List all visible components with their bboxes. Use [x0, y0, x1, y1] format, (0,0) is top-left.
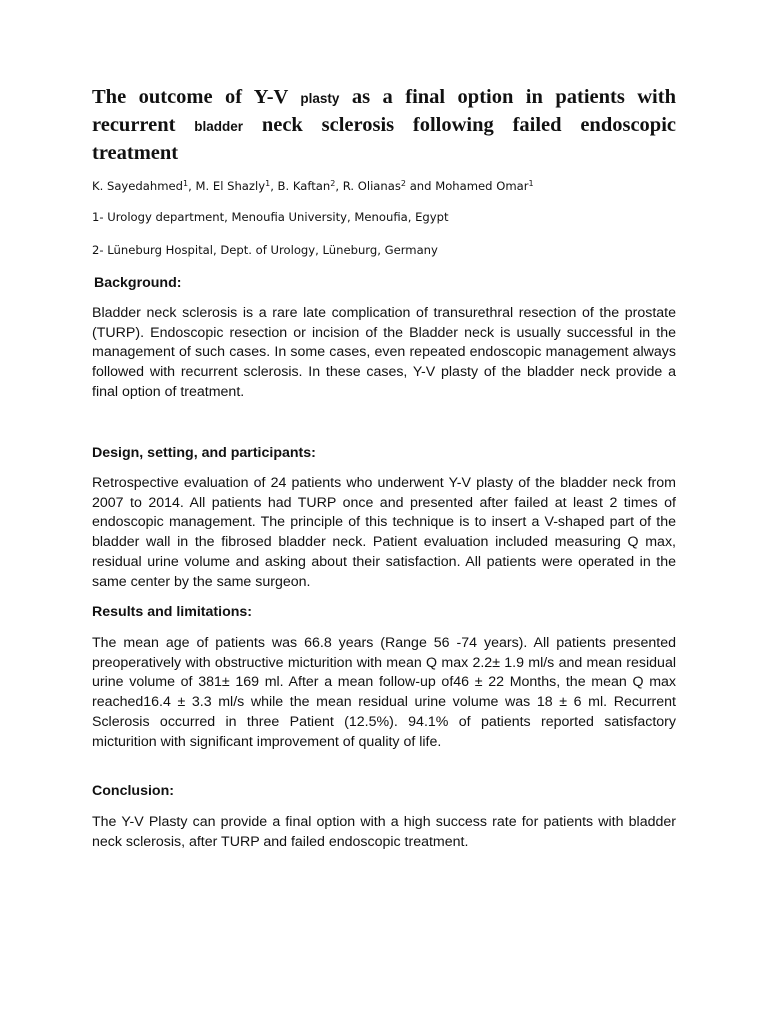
title-word-plasty: plasty [300, 91, 340, 106]
paper-title [92, 84, 676, 166]
conclusion-paragraph: The Y-V Plasty can provide a final option with a high success rate for patients with bladder neck sclerosis, after TURP and failed endoscopic treatment. [92, 814, 676, 850]
affiliation-2: 2- Lüneburg Hospital, Dept. of Urology, Lüneburg, Germany [92, 243, 438, 257]
author-affiliation-mark: 1 [183, 179, 189, 188]
author-name: , R. Olianas [335, 179, 401, 193]
background-paragraph: Bladder neck sclerosis is a rare late complication of transurethral resection of the prostate (TURP). Endoscopic resection or incision of the Bladder neck is usually successful in the management of such cases. In some cases, even repeated endoscopic management always followed with recurrent sclerosis. In these cases, Y-V plasty of the bladder neck provide a final option of treatment. [92, 305, 676, 400]
conclusion-heading: Conclusion: [92, 783, 174, 799]
author-affiliation-mark: 1 [528, 179, 534, 188]
author-name: and Mohamed Omar [406, 179, 529, 193]
author-affiliation-mark: 1 [265, 179, 271, 188]
author-list [92, 178, 534, 194]
design-paragraph: Retrospective evaluation of 24 patients who underwent Y-V plasty of the bladder neck from 2007 to 2014. All patients had TURP once and presented after failed at least 2 times of endoscopic management. The principle of this technique is to insert a V-shaped part of the bladder wall in the fibrosed bladder neck. Patient evaluation included measuring Q max, residual urine volume and asking about their satisfaction. All patients were operated in the same center by the same surgeon. [92, 475, 676, 590]
title-word-bladder: bladder [194, 119, 244, 134]
title-text: as a final option in patients with recurrent [92, 86, 676, 136]
results-paragraph: The mean age of patients was 66.8 years (Range 56 -74 years). All patients presented preoperatively with obstructive micturition with mean Q max 2.2± 1.9 ml/s and mean residual urine volume of 381± 169 ml. After a mean follow-up of46 ± 22 Months, the mean Q max reached16.4 ± 3.3 ml/s while the mean residual urine volume was 18 ± 6 ml. Recurrent Sclerosis occurred in three Patient (12.5%). 94.1% of patients reported satisfactory micturition with significant improvement of quality of life. [92, 635, 676, 750]
author-name: , M. El Shazly [188, 179, 266, 193]
author-name: , B. Kaftan [270, 179, 331, 193]
author-affiliation-mark: 2 [400, 179, 407, 188]
design-heading: Design, setting, and participants: [92, 445, 316, 461]
title-text: neck sclerosis following failed endoscopic treatment [92, 114, 677, 164]
author-affiliation-mark: 2 [330, 179, 336, 188]
results-heading: Results and limitations: [92, 604, 253, 620]
author-name: K. Sayedahmed [92, 179, 184, 193]
abstract-page [92, 84, 677, 850]
affiliation-1: 1- Urology department, Menoufia University, Menoufia, Egypt [92, 210, 449, 224]
title-text: The outcome of Y-V [92, 86, 301, 108]
background-heading: Background: [94, 275, 182, 291]
